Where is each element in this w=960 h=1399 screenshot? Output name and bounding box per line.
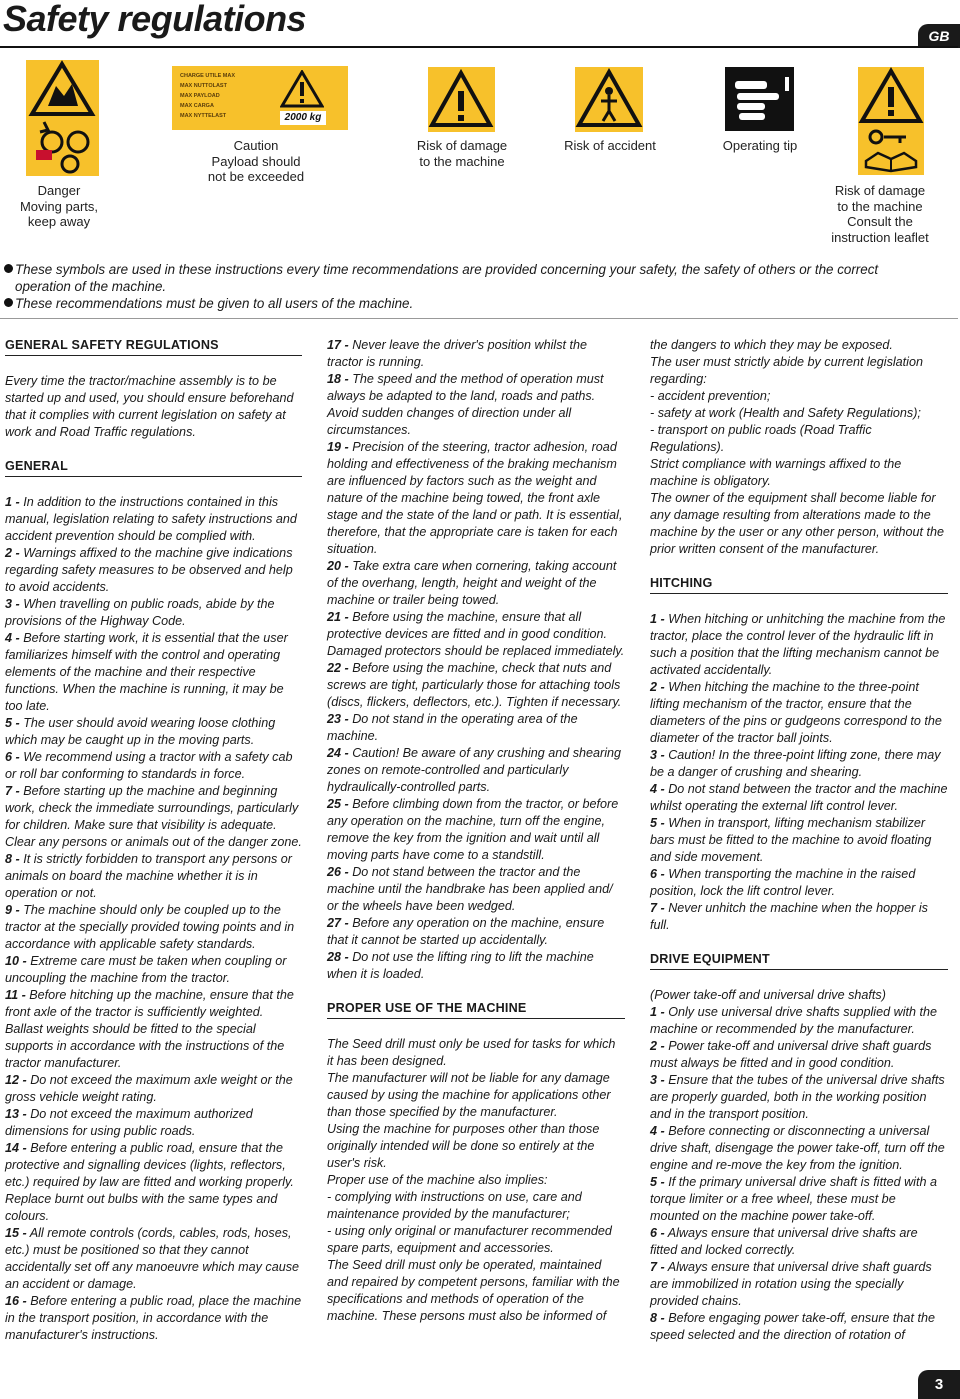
item-text: The speed and the method of operation must always be adapted to the land, roads and paths. Avoid sudden changes of direction under all circumstances. — [327, 372, 604, 437]
paragraph: Using the machine for purposes other than those originally intended will be done so entirely at the user's risk. — [327, 1122, 600, 1170]
numbered-item — [650, 679, 948, 747]
payload-sticker-icon — [172, 66, 348, 130]
caption-risk-damage — [402, 138, 522, 169]
bullet-symbols-note — [4, 261, 954, 278]
payload-line: MAX PAYLOAD — [180, 93, 220, 99]
item-number: 8 - — [650, 1311, 665, 1325]
numbered-item — [5, 783, 302, 851]
danger-moving-parts-icon — [26, 60, 99, 176]
numbered-item — [5, 749, 302, 783]
column-3 — [650, 337, 948, 1344]
paragraph: - accident prevention; — [650, 389, 771, 403]
caption-line: Operating tip — [722, 138, 798, 153]
item-text: When travelling on public roads, abide by the provisions of the Highway Code. — [5, 597, 275, 628]
item-text: Before starting work, it is essential that the user familiarizes himself with the control and operating elements of the machine and their respective functions. When the machine is running, it may be too late. — [5, 631, 288, 713]
caption-consult — [816, 183, 944, 245]
bullet-dot — [4, 264, 13, 273]
item-number: 28 - — [327, 950, 349, 964]
bullet-text: These symbols are used in these instructions every time recommendations are provided concerning your safety, the safety of others or the correct — [15, 262, 879, 277]
section-divider — [0, 318, 958, 319]
item-number: 25 - — [327, 797, 349, 811]
item-number: 7 - — [5, 784, 20, 798]
numbered-item — [650, 1123, 948, 1174]
general-list — [5, 494, 302, 1344]
paragraph: - complying with instructions on use, care and maintenance provided by the manufacturer; — [327, 1190, 582, 1221]
paragraph: Strict compliance with warnings affixed to the machine is obligatory. — [650, 457, 902, 488]
item-number: 5 - — [5, 716, 20, 730]
caption-line: keep away — [27, 214, 91, 229]
proper-use-continued — [650, 337, 948, 558]
heading-drive-equipment: DRIVE EQUIPMENT — [650, 951, 948, 970]
item-number: 8 - — [5, 852, 20, 866]
payload-value: 2000 kg — [280, 111, 326, 125]
item-number: 15 - — [5, 1226, 27, 1240]
paragraph: The manufacturer will not be liable for any damage caused by using the machine for applications other than those specified by the manufacturer. — [327, 1071, 611, 1119]
numbered-item — [327, 949, 625, 983]
paragraph: - transport on public roads (Road Traffic Regulations). — [650, 423, 872, 454]
column-2 — [327, 337, 625, 1325]
column-1 — [5, 337, 302, 1344]
numbered-item — [327, 864, 625, 915]
item-text: Do not exceed the maximum authorized dimensions for using public roads. — [5, 1107, 253, 1138]
item-text: Before engaging power take-off, ensure that the speed selected and the direction of rotation of — [650, 1311, 935, 1342]
item-number: 4 - — [5, 631, 20, 645]
numbered-item — [650, 611, 948, 679]
numbered-item — [5, 1072, 302, 1106]
item-number: 14 - — [5, 1141, 27, 1155]
item-number: 27 - — [327, 916, 349, 930]
numbered-item — [650, 1072, 948, 1123]
item-number: 26 - — [327, 865, 349, 879]
numbered-item — [5, 1140, 302, 1225]
risk-of-damage-icon — [428, 67, 495, 132]
caption-line: Risk of accident — [564, 138, 656, 153]
caption-line: not be exceeded — [207, 169, 305, 184]
numbered-item — [5, 545, 302, 596]
caption-line: Consult the — [847, 214, 913, 229]
item-text: Ensure that the tubes of the universal drive shafts are properly guarded, both in the working position and in the transport position. — [650, 1073, 945, 1121]
item-text: When transporting the machine in the raised position, lock the lift control lever. — [650, 867, 916, 898]
item-number: 11 - — [5, 988, 26, 1002]
item-number: 18 - — [327, 372, 349, 386]
caption-line: Risk of damage — [834, 183, 926, 198]
item-number: 13 - — [5, 1107, 27, 1121]
item-number: 5 - — [650, 816, 665, 830]
item-text: Do not stand between the tractor and the machine whilst operating the external lift control lever. — [650, 782, 948, 813]
item-number: 6 - — [650, 867, 665, 881]
item-number: 24 - — [327, 746, 349, 760]
item-text: Before using the machine, ensure that all protective devices are fitted and in good condition. Damaged protectors should be replaced immediately. — [327, 610, 625, 658]
caption-line: Caution — [233, 138, 279, 153]
item-text: Before using the machine, check that nuts and screws are tight, particularly those for attaching tools (discs, flickers, deflectors, etc.). Tighten if necessary. — [327, 661, 622, 709]
item-text: In addition to the instructions contained in this manual, legislation relating to safety instructions and accident prevention should be complied with. — [5, 495, 297, 543]
warning-triangle-icon — [428, 67, 495, 132]
numbered-item — [5, 953, 302, 987]
item-text: Do not stand in the operating area of the machine. — [327, 712, 578, 743]
caption-line: instruction leaflet — [831, 229, 929, 245]
item-number: 3 - — [5, 597, 20, 611]
item-number: 20 - — [327, 559, 349, 573]
bullet-symbols-note-cont — [15, 278, 166, 295]
numbered-item — [650, 900, 948, 934]
page-title: Safety regulations — [3, 0, 307, 39]
paragraph: The Seed drill must only be operated, maintained and repaired by competent persons, familiar with the specifications and methods of operation of the machine. These persons must also be informed of — [327, 1258, 620, 1323]
item-text: Before any operation on the machine, ensure that it cannot be started up accidentally. — [327, 916, 605, 947]
page-number: 3 — [918, 1370, 960, 1399]
paragraph: The owner of the equipment shall become liable for any damage resulting from alterations made to the machine by the user or any other person, without the prior written consent of the manufacturer. — [650, 491, 945, 556]
heading-hitching: HITCHING — [650, 575, 948, 594]
paragraph: - using only original or manufacturer recommended spare parts, equipment and accessories. — [327, 1224, 612, 1255]
item-text: Before entering a public road, place the machine in the transport position, in accordance with the manufacturer's instructions. — [5, 1294, 302, 1342]
item-number: 21 - — [327, 610, 349, 624]
numbered-item — [650, 1225, 948, 1259]
item-text: Always ensure that universal drive shafts are fitted and locked correctly. — [650, 1226, 918, 1257]
item-text: Before connecting or disconnecting a universal drive shaft, disengage the power take-off, turn off the engine and re-move the key from the ignition. — [650, 1124, 945, 1172]
item-text: If the primary universal drive shaft is fitted with a torque limiter or a free wheel, these must be mounted on the machine power take-off. — [650, 1175, 937, 1223]
item-number: 6 - — [650, 1226, 665, 1240]
risk-of-accident-icon — [575, 67, 643, 132]
caption-line: Payload should — [211, 153, 301, 169]
hitching-list — [650, 611, 948, 934]
numbered-item — [650, 1038, 948, 1072]
general-list-continued — [327, 337, 625, 983]
paragraph: - safety at work (Health and Safety Regulations); — [650, 406, 921, 420]
item-text: We recommend using a tractor with a safety cab or roll bar conforming to standards in force. — [5, 750, 293, 781]
caption-danger — [4, 183, 114, 230]
item-text: It is strictly forbidden to transport any persons or animals on board the machine whether it is in operation or not. — [5, 852, 292, 900]
paragraph: The Seed drill must only be used for tasks for which it has been designed. — [327, 1037, 616, 1068]
item-number: 2 - — [5, 546, 20, 560]
paragraph: the dangers to which they may be exposed. — [650, 338, 893, 352]
item-text: Extreme care must be taken when coupling or uncoupling the machine from the tractor. — [5, 954, 287, 985]
bullet-text: These recommendations must be given to all users of the machine. — [15, 296, 414, 311]
numbered-item — [327, 337, 625, 371]
item-number: 22 - — [327, 661, 349, 675]
caption-line: Risk of damage — [416, 138, 508, 153]
numbered-item — [327, 915, 625, 949]
item-text: Precision of the steering, tractor adhesion, road holding and effectiveness of the braking mechanism are influenced by factors such as the weight and nature of the machine being towed, the front axle stage and the state of the land or path. It is essential, therefore, that the appropriate care is taken for each situation. — [327, 440, 623, 556]
numbered-item — [650, 1004, 948, 1038]
item-text: All remote controls (cords, cables, rods, hoses, etc.) must be positioned so that they cannot accidentally set off any manoeuvre which may cause an accident or damage. — [5, 1226, 300, 1291]
item-text: Caution! Be aware of any crushing and shearing zones on remote-controlled and particularly hydraulically-controlled parts. — [327, 746, 622, 794]
numbered-item — [5, 715, 302, 749]
numbered-item — [5, 1225, 302, 1293]
numbered-item — [650, 866, 948, 900]
heading-general-safety: GENERAL SAFETY REGULATIONS — [5, 337, 302, 356]
item-number: 4 - — [650, 782, 665, 796]
caption-line: Danger — [37, 183, 81, 198]
numbered-item — [5, 902, 302, 953]
item-number: 17 - — [327, 338, 349, 352]
item-text: Take extra care when cornering, taking account of the overhang, length, height and weight of the machine or trailer being towed. — [327, 559, 617, 607]
paragraph: Proper use of the machine also implies: — [327, 1173, 548, 1187]
drive-intro: (Power take-off and universal drive shafts) — [650, 988, 886, 1002]
item-text: Never unhitch the machine when the hopper is full. — [650, 901, 928, 932]
item-number: 3 - — [650, 748, 665, 762]
item-text: The machine should only be coupled up to the tractor at the specially provided towing points and in accordance with applicable safety standards. — [5, 903, 295, 951]
item-text: When in transport, lifting mechanism stabilizer bars must be fitted to the machine to avoid floating and side movement. — [650, 816, 932, 864]
heading-general: GENERAL — [5, 458, 302, 477]
item-number: 6 - — [5, 750, 20, 764]
item-text: The user should avoid wearing loose clothing which may be caught up in the moving parts. — [5, 716, 276, 747]
numbered-item — [5, 630, 302, 715]
caption-risk-accident — [550, 138, 670, 154]
item-number: 2 - — [650, 680, 665, 694]
item-text: Before entering a public road, ensure that the protective and signalling devices (lights, reflectors, etc.) required by law are fitted and working properly. Replace burnt out bulbs with the same types and colours. — [5, 1141, 294, 1223]
header-rule — [0, 46, 958, 48]
item-text: Power take-off and universal drive shaft guards must always be fitted and in good condition. — [650, 1039, 932, 1070]
item-text: Do not exceed the maximum axle weight or the gross vehicle weight rating. — [5, 1073, 293, 1104]
item-text: Caution! In the three-point lifting zone, there may be a danger of crushing and shearing. — [650, 748, 941, 779]
numbered-item — [327, 558, 625, 609]
item-number: 7 - — [650, 1260, 665, 1274]
caption-caution — [196, 138, 316, 185]
item-number: 9 - — [5, 903, 20, 917]
item-number: 12 - — [5, 1073, 27, 1087]
bullet-recommendations — [4, 295, 413, 312]
numbered-item — [327, 745, 625, 796]
item-text: Only use universal drive shafts supplied with the machine or recommended by the manufacturer. — [650, 1005, 938, 1036]
item-text: Before starting up the machine and beginning work, check the immediate surroundings, particularly for children. Make sure that visibility is adequate. Clear any persons or animals out of the danger zone. — [5, 784, 302, 849]
numbered-item — [5, 987, 302, 1072]
danger-moving-parts-graphic — [26, 60, 99, 176]
numbered-item — [5, 596, 302, 630]
caption-line: to the machine — [837, 198, 923, 214]
item-text: When hitching or unhitching the machine from the tractor, place the control lever of the hydraulic lift in such a position that the lifting mechanism cannot be activated accidentally. — [650, 612, 946, 677]
numbered-item — [650, 1310, 948, 1344]
payload-line: MAX NYTTELAST — [180, 113, 227, 119]
item-number: 3 - — [650, 1073, 665, 1087]
item-text: Never leave the driver's position whilst the tractor is running. — [327, 338, 588, 369]
payload-line: CHARGE UTILE MAX — [180, 73, 235, 79]
drive-list — [650, 1004, 948, 1344]
numbered-item — [650, 815, 948, 866]
item-number: 2 - — [650, 1039, 665, 1053]
numbered-item — [650, 781, 948, 815]
heading-proper-use: PROPER USE OF THE MACHINE — [327, 1000, 625, 1019]
item-number: 1 - — [5, 495, 20, 509]
item-text: When hitching the machine to the three-point lifting mechanism of the tractor, ensure that the diameters of the pins or gudgeons correspond to the diameter of the tractor ball joints. — [650, 680, 942, 745]
numbered-item — [5, 851, 302, 902]
caption-line: Moving parts, — [19, 198, 99, 214]
item-number: 16 - — [5, 1294, 27, 1308]
bullet-text: operation of the machine. — [15, 279, 167, 294]
paragraph: The user must strictly abide by current legislation regarding: — [650, 355, 923, 386]
caption-line: to the machine — [419, 153, 505, 169]
numbered-item — [650, 747, 948, 781]
item-text: Do not stand between the tractor and the machine until the handbrake has been applied and/ or the wheels have been wedged. — [327, 865, 613, 913]
caption-operating-tip — [700, 138, 820, 154]
item-number: 5 - — [650, 1175, 665, 1189]
item-number: 19 - — [327, 440, 349, 454]
numbered-item — [650, 1174, 948, 1225]
pointing-hand-icon — [725, 67, 794, 131]
numbered-item — [5, 1293, 302, 1344]
item-text: Before climbing down from the tractor, or before any operation on the machine, turn off the engine, remove the key from the ignition and wait until all moving parts have come to a standstill. — [327, 797, 619, 862]
intro-paragraph: Every time the tractor/machine assembly is to be started up and used, you should ensure beforehand that it complies with current legislation on safety at work and Road Traffic regulations. — [5, 374, 294, 439]
item-number: 10 - — [5, 954, 27, 968]
numbered-item — [327, 609, 625, 660]
numbered-item — [5, 494, 302, 545]
numbered-item — [327, 711, 625, 745]
item-text: Warnings affixed to the machine give indications regarding safety measures to be observed and help to avoid accidents. — [5, 546, 293, 594]
item-number: 1 - — [650, 612, 665, 626]
operating-tip-icon — [725, 67, 794, 131]
payload-line: MAX CARGA — [180, 103, 214, 109]
numbered-item — [650, 1259, 948, 1310]
numbered-item — [5, 1106, 302, 1140]
item-text: Always ensure that universal drive shaft guards are immobilized in rotation using the specially provided chains. — [650, 1260, 932, 1308]
item-number: 1 - — [650, 1005, 665, 1019]
numbered-item — [327, 660, 625, 711]
leaflet-warning-icon — [858, 67, 924, 175]
item-number: 23 - — [327, 712, 349, 726]
payload-line: MAX NUTTOLAST — [180, 83, 227, 89]
consult-leaflet-icon — [858, 67, 924, 175]
item-text: Do not use the lifting ring to lift the machine when it is loaded. — [327, 950, 594, 981]
proper-use-text — [327, 1036, 625, 1325]
numbered-item — [327, 796, 625, 864]
item-number: 7 - — [650, 901, 665, 915]
language-tab: GB — [918, 24, 960, 48]
item-number: 4 - — [650, 1124, 665, 1138]
bullet-dot — [4, 298, 13, 307]
item-text: Before hitching up the machine, ensure that the front axle of the tractor is sufficiently weighted. Ballast weights should be fitted to the special supports in accordance with the instructions of the tractor manufacturer. — [5, 988, 294, 1070]
numbered-item — [327, 439, 625, 558]
warning-triangle-icon — [280, 70, 324, 108]
person-warning-icon — [575, 67, 643, 132]
numbered-item — [327, 371, 625, 439]
